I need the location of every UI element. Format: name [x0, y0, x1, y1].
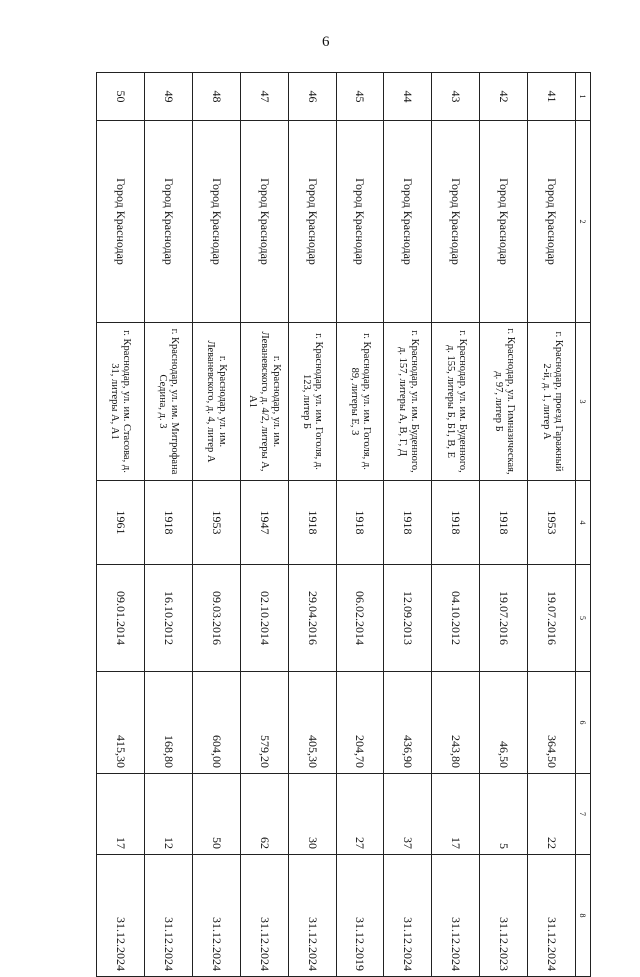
- table-row: [384, 73, 432, 977]
- cell-count: 5: [480, 774, 528, 855]
- cell-municipality: Город Краснодар: [480, 121, 528, 323]
- cell-date: 02.10.2014: [240, 565, 288, 672]
- table-row: [97, 73, 145, 977]
- cell-area: 415,30: [97, 672, 145, 774]
- cell-address: г. Краснодар, ул. им. Леваневского, д. 4, литер А: [192, 323, 240, 481]
- table-row: [288, 73, 336, 977]
- cell-area: 364,50: [528, 672, 576, 774]
- cell-build-year: 1918: [432, 481, 480, 565]
- cell-area: 604,00: [192, 672, 240, 774]
- cell-area: 579,20: [240, 672, 288, 774]
- cell-deadline: 31.12.2024: [384, 855, 432, 977]
- page-number: 6: [322, 34, 330, 50]
- column-header: 1: [576, 73, 591, 121]
- cell-date: 19.07.2016: [480, 565, 528, 672]
- cell-date: 09.03.2016: [192, 565, 240, 672]
- cell-count: 37: [384, 774, 432, 855]
- cell-area: 168,80: [144, 672, 192, 774]
- cell-count: 27: [336, 774, 384, 855]
- cell-deadline: 31.12.2023: [480, 855, 528, 977]
- cell-area: 46,50: [480, 672, 528, 774]
- cell-address: г. Краснодар, ул. Гимназическая, д. 97, литер Б: [480, 323, 528, 481]
- cell-area: 243,80: [432, 672, 480, 774]
- cell-deadline: 31.12.2024: [144, 855, 192, 977]
- column-header: 6: [576, 672, 591, 774]
- table-row: [240, 73, 288, 977]
- cell-row-number: 43: [432, 73, 480, 121]
- cell-date: 29.04.2016: [288, 565, 336, 672]
- cell-row-number: 49: [144, 73, 192, 121]
- cell-count: 62: [240, 774, 288, 855]
- cell-municipality: Город Краснодар: [528, 121, 576, 323]
- cell-build-year: 1953: [192, 481, 240, 565]
- table-row: [480, 73, 528, 977]
- cell-municipality: Город Краснодар: [336, 121, 384, 323]
- cell-build-year: 1918: [480, 481, 528, 565]
- cell-address: г. Краснодар, ул. им. Гоголя, д. 123, литер Б: [288, 323, 336, 481]
- cell-area: 405,30: [288, 672, 336, 774]
- cell-deadline: 31.12.2024: [240, 855, 288, 977]
- column-header: 3: [576, 323, 591, 481]
- cell-row-number: 45: [336, 73, 384, 121]
- cell-row-number: 48: [192, 73, 240, 121]
- cell-row-number: 41: [528, 73, 576, 121]
- table-row: [192, 73, 240, 977]
- cell-address: г. Краснодар, ул. им. Буденного, д. 157, литеры А, В, Г, Д: [384, 323, 432, 481]
- cell-build-year: 1918: [336, 481, 384, 565]
- cell-date: 16.10.2012: [144, 565, 192, 672]
- cell-row-number: 46: [288, 73, 336, 121]
- cell-deadline: 31.12.2024: [97, 855, 145, 977]
- column-header: 4: [576, 481, 591, 565]
- cell-count: 12: [144, 774, 192, 855]
- cell-deadline: 31.12.2024: [288, 855, 336, 977]
- cell-address: г. Краснодар, ул. им. Митрофана Седина, д. 3: [144, 323, 192, 481]
- cell-date: 12.09.2013: [384, 565, 432, 672]
- cell-build-year: 1918: [144, 481, 192, 565]
- cell-municipality: Город Краснодар: [288, 121, 336, 323]
- cell-municipality: Город Краснодар: [240, 121, 288, 323]
- cell-row-number: 47: [240, 73, 288, 121]
- cell-row-number: 50: [97, 73, 145, 121]
- cell-address: г. Краснодар, ул. им. Буденного, д. 155, литеры Б, Б1, В, Е: [432, 323, 480, 481]
- table-row: [432, 73, 480, 977]
- column-number-row: [576, 73, 591, 977]
- column-header: 7: [576, 774, 591, 855]
- housing-table: [96, 72, 591, 977]
- cell-date: 09.01.2014: [97, 565, 145, 672]
- table-row: [528, 73, 576, 977]
- cell-deadline: 31.12.2024: [528, 855, 576, 977]
- cell-date: 04.10.2012: [432, 565, 480, 672]
- cell-row-number: 44: [384, 73, 432, 121]
- cell-area: 204,70: [336, 672, 384, 774]
- table-row: [144, 73, 192, 977]
- cell-municipality: Город Краснодар: [384, 121, 432, 323]
- cell-address: г. Краснодар, ул. им. Стасова, д. 31, литеры А, А1: [97, 323, 145, 481]
- cell-area: 436,90: [384, 672, 432, 774]
- cell-address: г. Краснодар, проезд Гаражный 2-й, д. 1, литер А: [528, 323, 576, 481]
- cell-address: г. Краснодар, ул. им. Гоголя, д. 89, литеры Е, З: [336, 323, 384, 481]
- cell-build-year: 1961: [97, 481, 145, 565]
- column-header: 5: [576, 565, 591, 672]
- cell-row-number: 42: [480, 73, 528, 121]
- cell-count: 17: [432, 774, 480, 855]
- cell-count: 17: [97, 774, 145, 855]
- cell-count: 22: [528, 774, 576, 855]
- cell-date: 19.07.2016: [528, 565, 576, 672]
- cell-count: 30: [288, 774, 336, 855]
- cell-municipality: Город Краснодар: [432, 121, 480, 323]
- cell-build-year: 1953: [528, 481, 576, 565]
- cell-address: г. Краснодар, ул. им. Леваневского, д. 4/2, литеры А, А1: [240, 323, 288, 481]
- cell-municipality: Город Краснодар: [192, 121, 240, 323]
- cell-date: 06.02.2014: [336, 565, 384, 672]
- cell-build-year: 1947: [240, 481, 288, 565]
- column-header: 2: [576, 121, 591, 323]
- cell-build-year: 1918: [288, 481, 336, 565]
- cell-build-year: 1918: [384, 481, 432, 565]
- cell-municipality: Город Краснодар: [144, 121, 192, 323]
- cell-deadline: 31.12.2019: [336, 855, 384, 977]
- table-row: [336, 73, 384, 977]
- column-header: 8: [576, 855, 591, 977]
- cell-deadline: 31.12.2024: [432, 855, 480, 977]
- cell-deadline: 31.12.2024: [192, 855, 240, 977]
- cell-municipality: Город Краснодар: [97, 121, 145, 323]
- cell-count: 50: [192, 774, 240, 855]
